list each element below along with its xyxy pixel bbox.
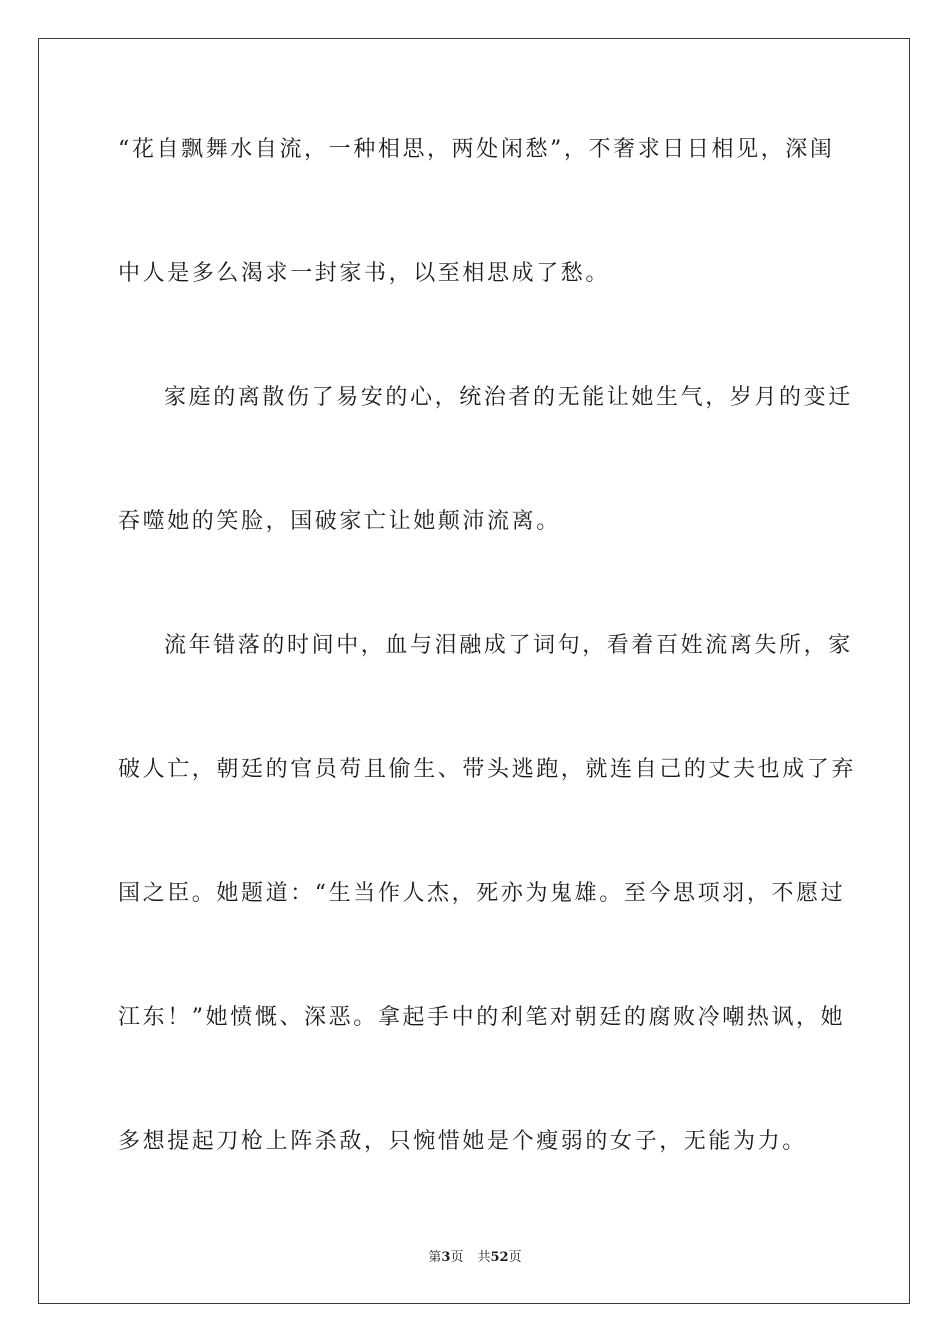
total-pages: 52 [490, 1250, 509, 1265]
total-prefix: 共 [477, 1250, 491, 1265]
total-suffix: 页 [508, 1250, 522, 1265]
text-line-8: 江东！”她愤慨、深恶。拿起手中的利笔对朝廷的腐败冷嘲热讽，她 [118, 1005, 846, 1030]
text-line-3: 家庭的离散伤了易安的心，统治者的无能让她生气，岁月的变迁 [164, 385, 853, 410]
text-line-7: 国之臣。她题道：“生当作人杰，死亦为鬼雄。至今思项羽，不愿过 [118, 881, 846, 906]
text-line-1: “花自飘舞水自流，一种相思，两处闲愁”，不奢求日日相见，深闺 [118, 137, 835, 162]
text-line-9: 多想提起刀枪上阵杀敌，只惋惜她是个瘦弱的女子，无能为力。 [118, 1129, 807, 1154]
page-footer [0, 1246, 950, 1265]
page-prefix: 第 [428, 1250, 442, 1265]
text-line-6: 破人亡，朝廷的官员苟且偷生、带头逃跑，就连自己的丈夫也成了弃 [118, 757, 857, 782]
text-line-4: 吞噬她的笑脸，国破家亡让她颠沛流离。 [118, 509, 561, 534]
page-number: 3 [441, 1250, 451, 1265]
page-border [38, 38, 910, 1304]
text-line-5: 流年错落的时间中，血与泪融成了词句，看着百姓流离失所，家 [164, 633, 853, 658]
page-suffix: 页 [450, 1250, 464, 1265]
text-line-2: 中人是多么渴求一封家书，以至相思成了愁。 [118, 261, 611, 286]
